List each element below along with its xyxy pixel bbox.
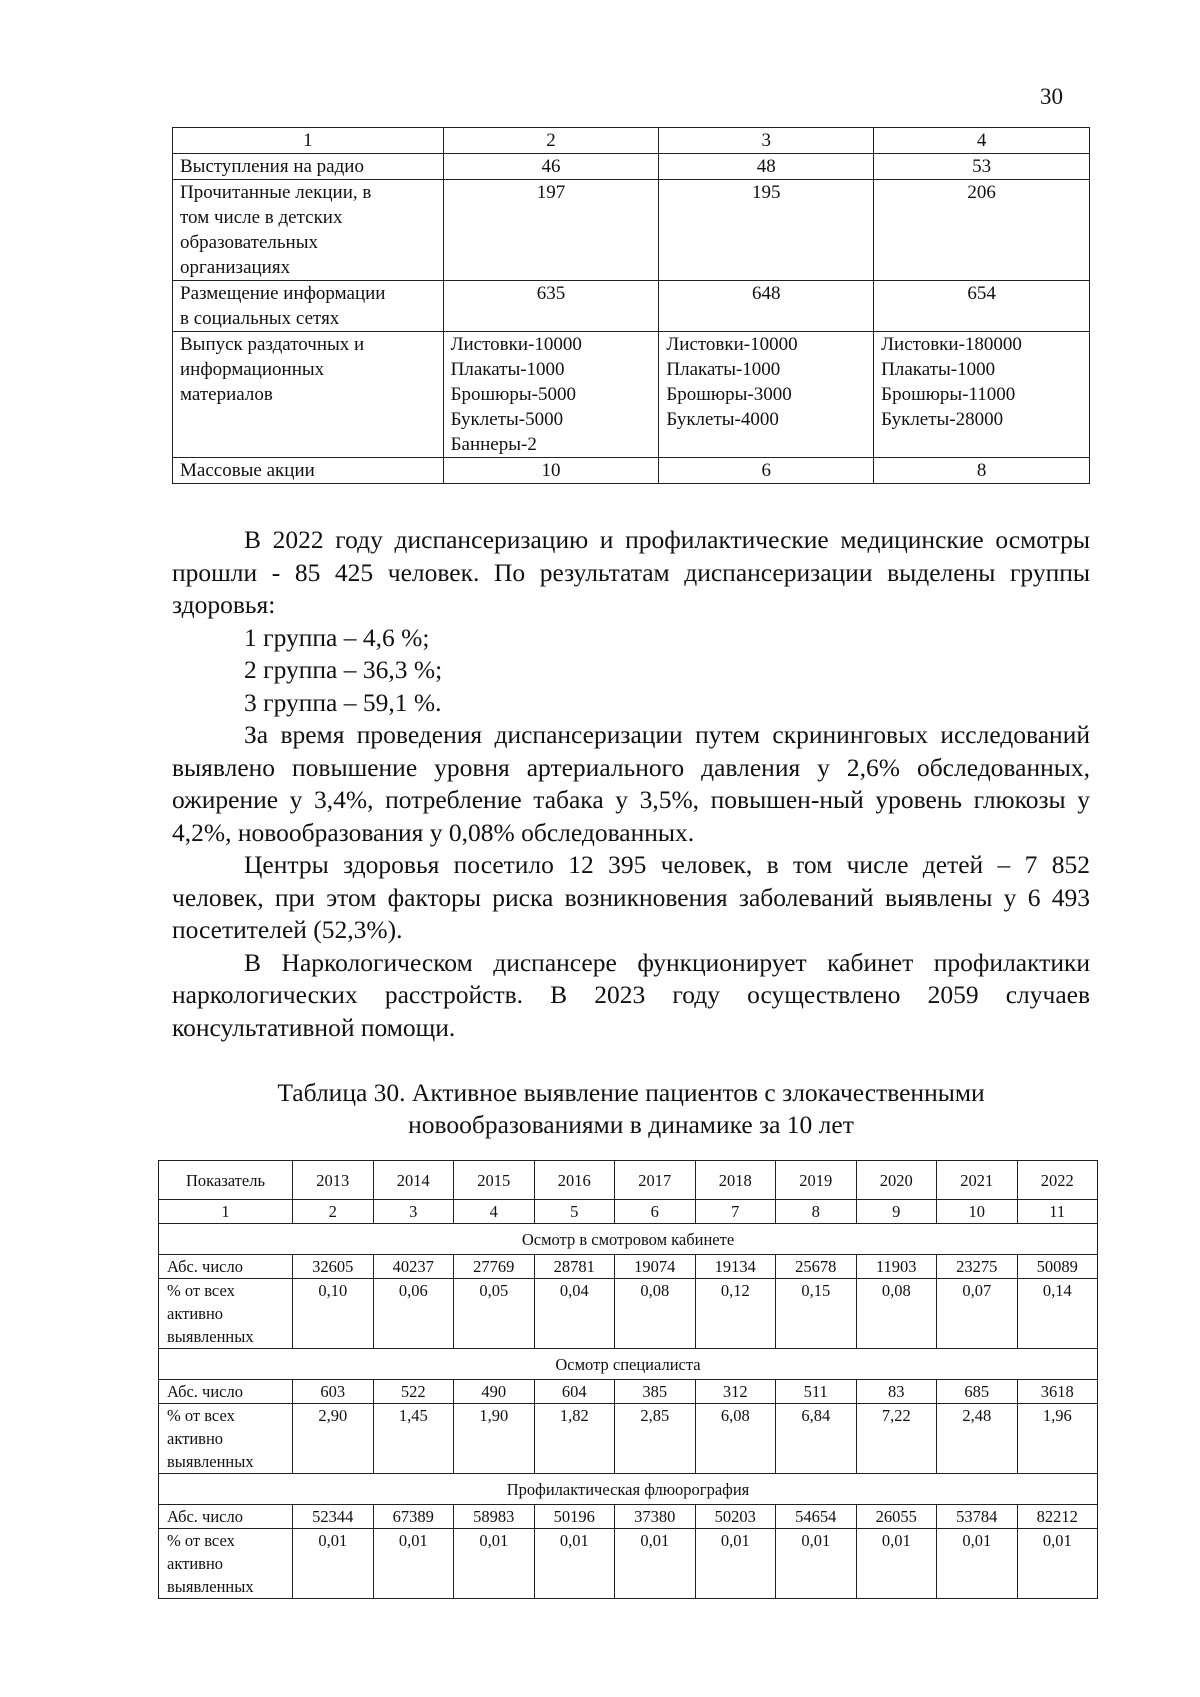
caption-line-2: новообразованиями в динамике за 10 лет	[408, 1110, 854, 1139]
value-line: 46	[541, 156, 561, 177]
value-line: Баннеры-2	[450, 434, 537, 455]
percent-label-line: активно	[167, 1554, 224, 1573]
row-label	[173, 180, 444, 281]
percent-label-line: % от всех	[167, 1406, 235, 1425]
row-label-line: в социальных сетях	[180, 308, 340, 329]
value-line: 206	[967, 182, 996, 203]
abs-value: 3618	[1017, 1380, 1098, 1404]
year-cell: 2014	[373, 1161, 454, 1200]
percent-value: 0,01	[1017, 1529, 1098, 1599]
percent-row	[159, 1529, 1098, 1599]
percent-value: 0,10	[293, 1279, 374, 1349]
abs-number-row	[159, 1380, 1098, 1404]
value-cell	[443, 458, 659, 484]
section-title-row	[159, 1224, 1098, 1255]
abs-value: 32605	[293, 1255, 374, 1279]
abs-value: 50089	[1017, 1255, 1098, 1279]
row-label-line: Выступления на радио	[180, 156, 364, 177]
abs-value: 52344	[293, 1505, 374, 1529]
percent-value: 6,08	[695, 1404, 776, 1474]
value-cell	[443, 180, 659, 281]
value-line: 635	[536, 283, 566, 304]
abs-value: 58983	[454, 1505, 535, 1529]
value-cell	[443, 154, 659, 180]
abs-number-row	[159, 1255, 1098, 1279]
value-line: Плакаты-1000	[881, 359, 996, 380]
value-cell	[659, 458, 874, 484]
value-line: Листовки-10000	[666, 334, 798, 355]
index-cell: 3	[373, 1200, 454, 1224]
table-row	[173, 458, 1090, 484]
header-cell: 1	[173, 128, 444, 154]
value-line: Буклеты-4000	[666, 409, 779, 430]
index-cell: 8	[776, 1200, 857, 1224]
year-cell: 2020	[856, 1161, 937, 1200]
page-number: 30	[1040, 84, 1063, 109]
row-label-line: Размещение информации	[180, 283, 386, 304]
abs-value: 83	[856, 1380, 937, 1404]
percent-value: 0,12	[695, 1279, 776, 1349]
value-line: 648	[752, 283, 781, 304]
percent-value: 0,07	[937, 1279, 1018, 1349]
abs-value: 50203	[695, 1505, 776, 1529]
section-title-row	[159, 1474, 1098, 1505]
abs-value: 604	[534, 1380, 615, 1404]
abs-value: 19074	[615, 1255, 696, 1279]
index-cell: 6	[615, 1200, 696, 1224]
value-cell	[874, 281, 1090, 332]
header-cell: 4	[874, 128, 1090, 154]
table-row	[173, 281, 1090, 332]
value-line: 195	[752, 182, 781, 203]
percent-value: 0,01	[534, 1529, 615, 1599]
abs-value: 23275	[937, 1255, 1018, 1279]
index-cell: 1	[159, 1200, 293, 1224]
value-cell	[874, 154, 1090, 180]
percent-value: 2,48	[937, 1404, 1018, 1474]
oncology-detection-table	[158, 1160, 1098, 1599]
percent-label-line: выявленных	[167, 1327, 254, 1346]
percent-value: 6,84	[776, 1404, 857, 1474]
value-cell	[443, 281, 659, 332]
table-row	[173, 154, 1090, 180]
paragraph-screening: За время проведения диспансеризации путем скрининговых исследований выявлено повышение уровня артериального давления у 2,6% обследованных, ожирение у 3,4%, потребление табака у 3,5%, повышен-ный уровень глюкозы у 4,2%, новообразования у 0,08% обследованных.	[172, 720, 1090, 847]
abs-value: 28781	[534, 1255, 615, 1279]
row-label-line: Массовые акции	[180, 460, 315, 481]
row-label-line: материалов	[180, 384, 273, 405]
percent-row	[159, 1279, 1098, 1349]
row-label	[173, 332, 444, 458]
percent-value: 2,85	[615, 1404, 696, 1474]
year-cell: 2013	[293, 1161, 374, 1200]
value-line: Плакаты-1000	[450, 359, 565, 380]
abs-value: 511	[776, 1380, 857, 1404]
percent-label-line: % от всех	[167, 1531, 235, 1550]
value-line: Буклеты-28000	[881, 409, 1004, 430]
abs-value: 26055	[856, 1505, 937, 1529]
abs-value: 19134	[695, 1255, 776, 1279]
index-cell: 2	[293, 1200, 374, 1224]
percent-value: 2,90	[293, 1404, 374, 1474]
value-line: 654	[967, 283, 996, 304]
year-cell: 2022	[1017, 1161, 1098, 1200]
year-cell: 2015	[454, 1161, 535, 1200]
abs-value: 385	[615, 1380, 696, 1404]
percent-value: 0,01	[937, 1529, 1018, 1599]
percent-value: 0,01	[615, 1529, 696, 1599]
value-line: Брошюры-5000	[450, 384, 576, 405]
percent-label-line: активно	[167, 1304, 224, 1323]
row-label-line: образовательных	[180, 232, 318, 253]
abs-value: 312	[695, 1380, 776, 1404]
row-label-line: том числе в детских	[180, 207, 343, 228]
percent-value: 0,01	[695, 1529, 776, 1599]
value-line: 6	[761, 460, 772, 481]
index-row	[159, 1200, 1098, 1224]
row-label-line: информационных	[180, 359, 325, 380]
percent-value: 1,45	[373, 1404, 454, 1474]
row-label-line: Прочитанные лекции, в	[180, 182, 372, 203]
percent-value: 0,14	[1017, 1279, 1098, 1349]
value-line: Листовки-10000	[450, 334, 582, 355]
percent-value: 0,01	[856, 1529, 937, 1599]
abs-value: 37380	[615, 1505, 696, 1529]
year-cell: 2018	[695, 1161, 776, 1200]
abs-label: Абс. число	[159, 1380, 293, 1404]
body-text	[172, 524, 1090, 1044]
abs-value: 27769	[454, 1255, 535, 1279]
percent-value: 0,08	[856, 1279, 937, 1349]
percent-label-line: активно	[167, 1429, 224, 1448]
percent-label	[159, 1404, 293, 1474]
abs-label: Абс. число	[159, 1255, 293, 1279]
abs-number-row	[159, 1505, 1098, 1529]
row-label	[173, 458, 444, 484]
header-cell: 2	[443, 128, 659, 154]
percent-row	[159, 1404, 1098, 1474]
value-line: 48	[756, 156, 776, 177]
paragraph-dispensary: В 2022 году диспансеризацию и профилактические медицинские осмотры прошли - 85 425 человек. По результатам диспансеризации выделены группы здоровья:	[172, 525, 1090, 619]
percent-value: 0,06	[373, 1279, 454, 1349]
percent-value: 0,04	[534, 1279, 615, 1349]
row-label	[173, 281, 444, 332]
index-cell: 7	[695, 1200, 776, 1224]
health-group-2: 2 группа – 36,3 %;	[244, 655, 443, 684]
percent-value: 0,01	[293, 1529, 374, 1599]
header-label: Показатель	[159, 1161, 293, 1200]
abs-value: 50196	[534, 1505, 615, 1529]
value-line: Буклеты-5000	[450, 409, 564, 430]
activities-table	[172, 127, 1090, 484]
abs-value: 25678	[776, 1255, 857, 1279]
health-group-3: 3 группа – 59,1 %.	[244, 687, 442, 717]
abs-value: 522	[373, 1380, 454, 1404]
index-cell: 4	[454, 1200, 535, 1224]
value-cell	[874, 458, 1090, 484]
abs-value: 685	[937, 1380, 1018, 1404]
abs-value: 603	[293, 1380, 374, 1404]
abs-value: 54654	[776, 1505, 857, 1529]
percent-value: 7,22	[856, 1404, 937, 1474]
table-row	[173, 332, 1090, 458]
percent-value: 0,08	[615, 1279, 696, 1349]
percent-label-line: % от всех	[167, 1281, 235, 1300]
year-cell: 2016	[534, 1161, 615, 1200]
abs-value: 11903	[856, 1255, 937, 1279]
value-line: 10	[541, 460, 561, 481]
paragraph-narcology: В Наркологическом диспансере функционирует кабинет профилактики наркологических расстройств. В 2023 году осуществлено 2059 случаев консультативной помощи.	[172, 947, 1090, 1042]
health-group-1: 1 группа – 4,6 %;	[244, 622, 430, 652]
year-cell: 2021	[937, 1161, 1018, 1200]
section-title: Осмотр специалиста	[159, 1349, 1098, 1380]
index-cell: 5	[534, 1200, 615, 1224]
paragraph-health-centers: Центры здоровья посетило 12 395 человек, в том числе детей – 7 852 человек, при этом факторы риска возникновения заболеваний выявлены у 6 493 посетителей (52,3%).	[172, 850, 1090, 944]
table-caption	[172, 1077, 1090, 1141]
percent-value: 1,96	[1017, 1404, 1098, 1474]
percent-value: 0,01	[373, 1529, 454, 1599]
value-cell	[659, 154, 874, 180]
index-cell: 10	[937, 1200, 1018, 1224]
row-label-line: организациях	[180, 257, 291, 278]
year-cell: 2017	[615, 1161, 696, 1200]
section-title: Осмотр в смотровом кабинете	[159, 1224, 1098, 1255]
value-cell	[874, 332, 1090, 458]
abs-label: Абс. число	[159, 1505, 293, 1529]
value-line: 8	[976, 460, 987, 481]
abs-value: 67389	[373, 1505, 454, 1529]
table-row	[173, 180, 1090, 281]
row-label	[173, 154, 444, 180]
index-cell: 11	[1017, 1200, 1098, 1224]
value-line: Плакаты-1000	[666, 359, 781, 380]
abs-value: 40237	[373, 1255, 454, 1279]
value-cell	[874, 180, 1090, 281]
percent-value: 0,01	[776, 1529, 857, 1599]
abs-value: 53784	[937, 1505, 1018, 1529]
percent-label	[159, 1529, 293, 1599]
years-header-row	[159, 1161, 1098, 1200]
percent-value: 1,82	[534, 1404, 615, 1474]
value-cell	[659, 281, 874, 332]
percent-value: 0,15	[776, 1279, 857, 1349]
value-cell	[659, 180, 874, 281]
percent-label-line: выявленных	[167, 1452, 254, 1471]
year-cell: 2019	[776, 1161, 857, 1200]
header-cell: 3	[659, 128, 874, 154]
value-cell	[659, 332, 874, 458]
percent-label	[159, 1279, 293, 1349]
value-line: Листовки-180000	[881, 334, 1022, 355]
value-cell	[443, 332, 659, 458]
percent-label-line: выявленных	[167, 1577, 254, 1596]
value-line: 53	[972, 156, 992, 177]
value-line: Брошюры-3000	[666, 384, 792, 405]
percent-value: 0,01	[454, 1529, 535, 1599]
index-cell: 9	[856, 1200, 937, 1224]
value-line: Брошюры-11000	[881, 384, 1016, 405]
section-title-row	[159, 1349, 1098, 1380]
abs-value: 490	[454, 1380, 535, 1404]
caption-line-1: Таблица 30. Активное выявление пациентов с злокачественными	[277, 1078, 985, 1107]
value-line: 197	[536, 182, 566, 203]
percent-value: 0,05	[454, 1279, 535, 1349]
percent-value: 1,90	[454, 1404, 535, 1474]
abs-value: 82212	[1017, 1505, 1098, 1529]
section-title: Профилактическая флюорография	[159, 1474, 1098, 1505]
row-label-line: Выпуск раздаточных и	[180, 334, 365, 355]
table-header-row	[173, 128, 1090, 154]
